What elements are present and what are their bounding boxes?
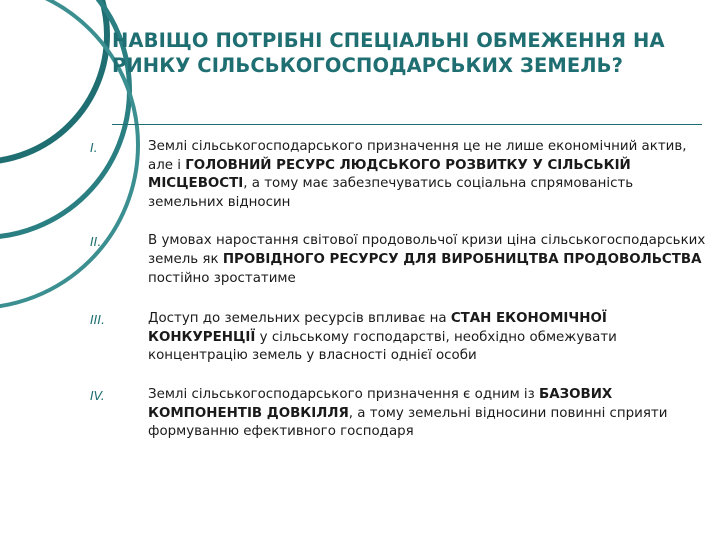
list-item-text: В умовах наростання світової продовольчої кризи ціна сільськогосподарських земель як ПРОВІДНОГО РЕСУРСУ ДЛЯ ВИРОБНИЦТВА ПРОДОВОЛЬСТВА постійно зростатиме bbox=[148, 233, 706, 286]
list-item-marker: IV. bbox=[90, 387, 105, 403]
list-item bbox=[86, 138, 706, 212]
slide-title: НАВІЩО ПОТРІБНІ СПЕЦІАЛЬНІ ОБМЕЖЕННЯ НА РИНКУ СІЛЬСЬКОГОСПОДАРСЬКИХ ЗЕМЕЛЬ? bbox=[112, 29, 665, 77]
list-item-marker: I. bbox=[90, 140, 98, 155]
list-item bbox=[86, 232, 706, 288]
list-item-marker: II. bbox=[90, 234, 102, 250]
title-divider bbox=[112, 124, 702, 125]
list-item-text: Землі сільськогосподарського призначення це не лише економічний актив, але і ГОЛОВНИЙ РЕСУРС ЛЮДСЬКОГО РОЗВИТКУ У СІЛЬСЬКІЙ МІСЦЕВОСТІ, а тому має забезпечуватись соціальна спрямованість земельних відносин bbox=[148, 139, 687, 210]
list-item-text: Доступ до земельних ресурсів впливає на СТАН ЕКОНОМІЧНОЇ КОНКУРЕНЦІЇ у сільському господарстві, необхідно обмежувати концентрацію земель у власності однієї особи bbox=[148, 311, 617, 364]
slide-body bbox=[86, 138, 706, 442]
list-item-marker: III. bbox=[90, 312, 106, 328]
list-item bbox=[86, 310, 706, 366]
list-item-text: Землі сільськогосподарського призначення є одним із БАЗОВИХ КОМПОНЕНТІВ ДОВКІЛЛЯ, а тому земельні відносини повинні сприяти формуванню ефективного господаря bbox=[148, 386, 668, 440]
list-item bbox=[86, 386, 706, 442]
